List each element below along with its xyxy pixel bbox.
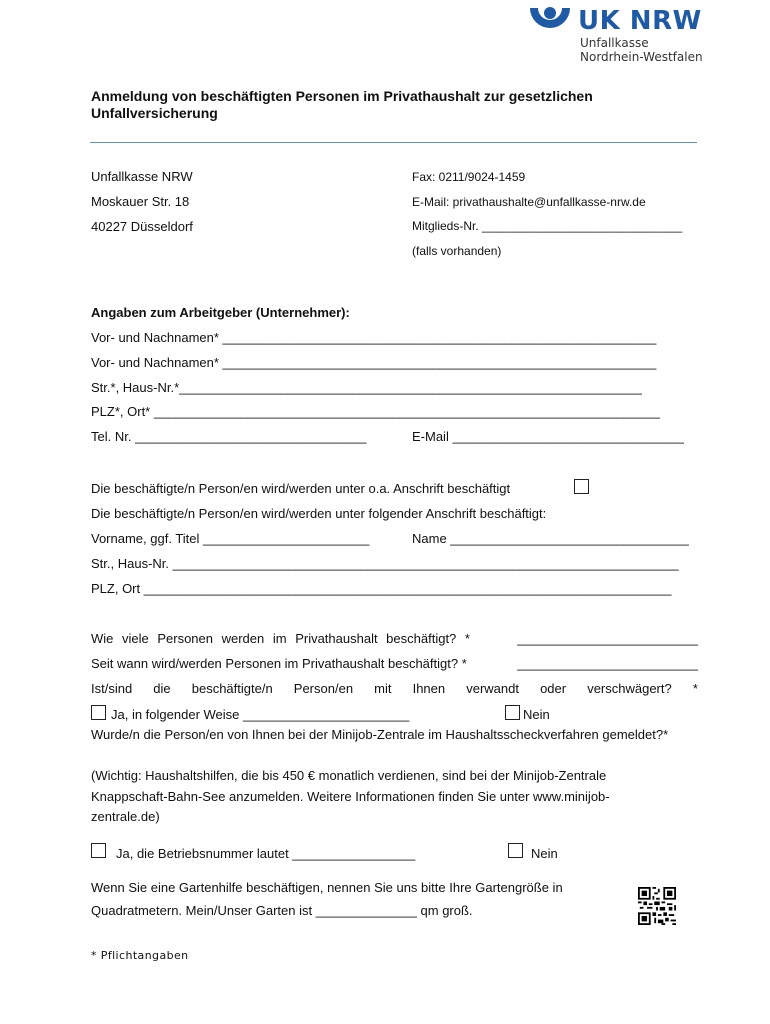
employer-name2-field[interactable]: Vor- und Nachnamen* ____________________________________________________________	[91, 355, 657, 370]
employee-street-field[interactable]: Str., Haus-Nr. ______________________________________________________________________	[91, 556, 679, 571]
minijob-no-checkbox[interactable]	[508, 843, 523, 858]
related-word: die	[153, 681, 171, 696]
related-word: Ihnen	[412, 681, 446, 696]
minijob-yes-checkbox[interactable]	[91, 843, 106, 858]
address-name: Unfallkasse NRW	[91, 169, 193, 184]
related-word: verschwägert?	[587, 681, 672, 696]
how-many-field[interactable]: _________________________	[517, 631, 698, 646]
other-address-label: Die beschäftigte/n Person/en wird/werden unter folgender Anschrift beschäftigt:	[91, 506, 547, 521]
related-word: Person/en	[293, 681, 354, 696]
employer-street-field[interactable]: Str.*, Haus-Nr.*________________________________________________________________	[91, 380, 642, 395]
since-row	[91, 656, 698, 671]
title-divider	[90, 142, 697, 143]
related-yes-checkbox[interactable]	[91, 705, 106, 720]
uk-nrw-logo-icon	[528, 6, 572, 36]
same-address-checkbox[interactable]	[574, 479, 589, 494]
contact-fax: Fax: 0211/9024-1459	[412, 170, 526, 184]
related-word: Ist/sind	[91, 681, 133, 696]
employer-tel-field[interactable]: Tel. Nr. ________________________________	[91, 429, 367, 444]
logo	[528, 6, 708, 62]
contact-email: E-Mail: privathaushalte@unfallkasse-nrw.de	[412, 195, 646, 209]
qr-code-icon	[638, 887, 676, 925]
contact-member-note: (falls vorhanden)	[412, 244, 502, 258]
minijob-note: (Wichtig: Haushaltshilfen, die bis 450 € monatlich verdienen, sind bei der Minijob-Zentrale Knappschaft-Bahn-See anzumelden. Weitere Informationen finden Sie unter www.minijob-zentrale.de)	[91, 768, 610, 824]
how-many-row	[91, 631, 698, 646]
footnote: * Pflichtangaben	[91, 949, 189, 962]
logo-line1: Unfallkasse	[580, 36, 649, 50]
employer-email-field[interactable]: E-Mail ________________________________	[412, 429, 684, 444]
logo-line2: Nordrhein-Westfalen	[580, 50, 703, 64]
address-street: Moskauer Str. 18	[91, 194, 190, 209]
same-address-label: Die beschäftigte/n Person/en wird/werden unter o.a. Anschrift beschäftigt	[91, 481, 511, 496]
employer-zip-field[interactable]: PLZ*, Ort* ______________________________________________________________________	[91, 404, 660, 419]
employee-firstname-field[interactable]: Vorname, ggf. Titel _______________________	[91, 531, 370, 546]
minijob-question: Wurde/n die Person/en von Ihnen bei der Minijob-Zentrale im Haushaltsscheckverfahren gemeldet?*	[91, 727, 669, 742]
how-many-label: Wie viele Personen werden im Privathaushalt beschäftigt? *	[91, 631, 470, 646]
since-label: Seit wann wird/werden Personen im Privathaushalt beschäftigt? *	[91, 656, 467, 671]
related-word: beschäftigte/n	[191, 681, 273, 696]
minijob-yes-label[interactable]: Ja, die Betriebsnummer lautet _________________	[116, 846, 416, 861]
since-field[interactable]: _________________________	[517, 656, 698, 671]
related-word: *	[692, 681, 698, 696]
garden-question: Wenn Sie eine Gartenhilfe beschäftigen, nennen Sie uns bitte Ihre Gartengröße in Quadratmetern. Mein/Unser Garten ist ______________ qm groß.	[91, 880, 563, 918]
address-city: 40227 Düsseldorf	[91, 219, 193, 234]
minijob-no-label: Nein	[531, 846, 558, 861]
employee-zip-field[interactable]: PLZ, Ort _________________________________________________________________________	[91, 581, 672, 596]
related-word: mit	[374, 681, 392, 696]
logo-name: UK NRW	[578, 6, 702, 36]
related-question	[91, 681, 698, 696]
contact-member-field[interactable]: Mitglieds-Nr. ______________________________	[412, 219, 683, 233]
related-word: oder	[540, 681, 567, 696]
related-no-checkbox[interactable]	[505, 705, 520, 720]
related-word: verwandt	[466, 681, 519, 696]
employer-heading: Angaben zum Arbeitgeber (Unternehmer):	[91, 305, 350, 320]
related-no-label: Nein	[523, 707, 550, 722]
related-yes-label[interactable]: Ja, in folgender Weise _______________________	[111, 707, 410, 722]
document-title: Anmeldung von beschäftigten Personen im Privathaushalt zur gesetzlichen Unfallversicherung	[91, 88, 593, 121]
employee-lastname-field[interactable]: Name _________________________________	[412, 531, 689, 546]
employer-name1-field[interactable]: Vor- und Nachnamen* ____________________________________________________________	[91, 330, 657, 345]
